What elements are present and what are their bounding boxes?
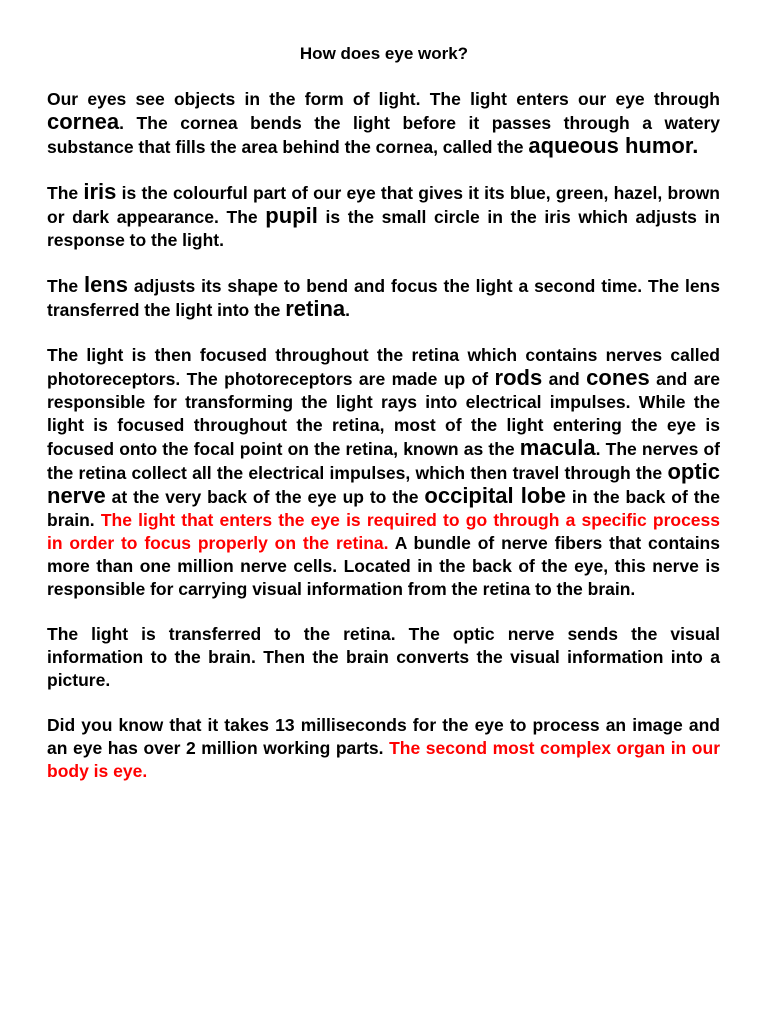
key-term: macula — [519, 435, 596, 460]
text-span: in the back of the brain. — [47, 487, 720, 530]
key-term: aqueous humor. — [528, 133, 699, 158]
text-span: . The nerves of the retina collect all the electrical impulses, which then travel through the — [47, 439, 721, 483]
document-body — [47, 88, 720, 805]
paragraph-5 — [47, 623, 720, 692]
text-span: is the small circle in the iris which adjusts in response to the light. — [47, 207, 721, 250]
paragraph-6 — [47, 714, 720, 783]
highlighted-text: The second most complex organ in our body is eye. — [47, 738, 721, 781]
text-span: The — [47, 183, 84, 203]
paragraph-3 — [47, 274, 720, 322]
text-span: is the colourful part of our eye that gives it its blue, green, hazel, brown or dark appearance. The — [47, 183, 720, 227]
text-span: adjusts its shape to bend and focus the light a second time. The lens transferred the light into the — [47, 276, 720, 320]
key-term: optic nerve — [47, 459, 720, 508]
key-term: occipital lobe — [424, 483, 567, 508]
key-term: rods — [494, 365, 543, 390]
text-span: and are responsible for transforming the light rays into electrical impulses. While the light is focused throughout the retina, most of the light entering the eye is focused onto the focal point on the retina, known as the — [47, 369, 720, 459]
paragraph-1 — [47, 88, 720, 159]
highlighted-text: The light that enters the eye is required to go through a specific process in order to focus properly on the retina. — [47, 510, 721, 553]
key-term: cornea — [47, 109, 120, 134]
text-span: The light is then focused throughout the retina which contains nerves called photoreceptors. The photoreceptors are made up of — [47, 345, 720, 389]
key-term: cones — [586, 365, 650, 390]
text-span: The light is transferred to the retina. The optic nerve sends the visual information to the brain. Then the brain converts the visual information into a picture. — [47, 624, 720, 690]
text-span: . — [345, 300, 351, 320]
text-span: Our eyes see objects in the form of light. The light enters our eye through — [47, 89, 720, 109]
text-span: Did you know that it takes 13 milliseconds for the eye to process an image and an eye has over 2 million working parts. — [47, 715, 720, 758]
text-span: The — [47, 276, 84, 296]
text-span: A bundle of nerve fibers that contains more than one million nerve cells. Located in the back of the eye, this nerve is responsible for carrying visual information from the retina to the brain. — [47, 533, 720, 599]
key-term: iris — [83, 179, 117, 204]
text-span: at the very back of the eye up to the — [105, 487, 425, 507]
document-title: How does eye work? — [299, 44, 469, 63]
paragraph-4 — [47, 344, 720, 601]
paragraph-2 — [47, 181, 720, 252]
key-term: pupil — [265, 203, 318, 228]
key-term: retina — [285, 296, 346, 321]
text-span: . The cornea bends the light before it passes through a watery substance that fills the area behind the cornea, called the — [47, 113, 720, 157]
text-span: and — [542, 369, 587, 389]
key-term: lens — [84, 272, 129, 297]
